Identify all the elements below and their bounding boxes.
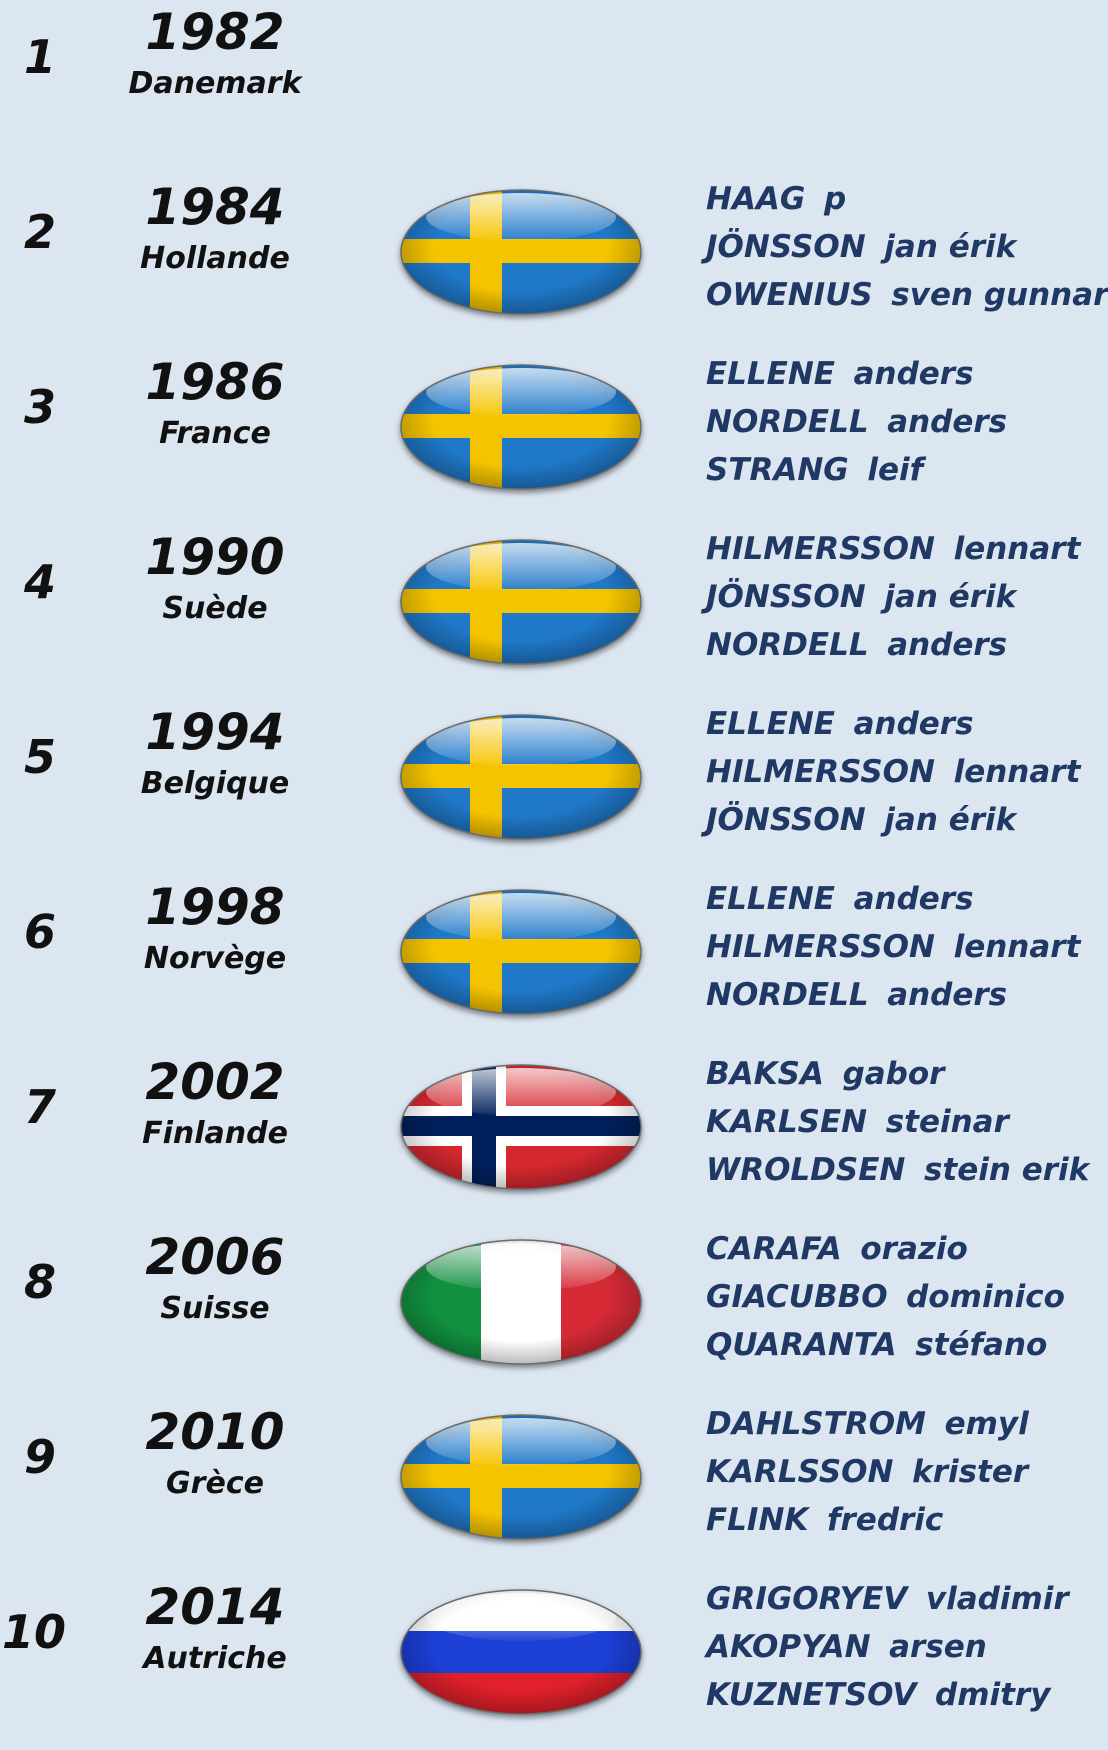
result-row (0, 350, 1086, 525)
sweden-flag-icon (400, 539, 642, 665)
player-last-name: FLINK (706, 1502, 809, 1538)
rank-number: 5 (23, 730, 56, 784)
team-players (706, 525, 1086, 669)
player-name (706, 1671, 1086, 1719)
player-name (706, 398, 1086, 446)
team-players (706, 1225, 1086, 1369)
player-first-name: vladimir (925, 1581, 1069, 1617)
team-players (706, 1400, 1086, 1544)
rank-number: 2 (23, 205, 56, 259)
player-first-name: dominico (906, 1279, 1065, 1315)
year-label: 1990 (145, 528, 285, 586)
host-country-label: Suède (162, 591, 268, 626)
player-first-name: stéfano (915, 1327, 1048, 1363)
team-players (706, 1050, 1090, 1194)
player-first-name: orazio (860, 1231, 968, 1267)
player-name (706, 573, 1086, 621)
rank-number: 8 (23, 1255, 56, 1309)
player-last-name: HAAG (706, 181, 806, 217)
sweden-flag-icon (400, 189, 642, 315)
result-row (0, 1575, 1086, 1750)
host-country-label: Norvège (143, 941, 287, 976)
player-first-name: leif (867, 452, 924, 488)
player-name (706, 446, 1086, 494)
host-country-label: Danemark (128, 66, 302, 101)
year-label: 1986 (145, 353, 285, 411)
host-country-label: Belgique (140, 766, 290, 801)
rank-number: 3 (23, 380, 56, 434)
team-players (706, 175, 1108, 319)
host-country-label: Finlande (142, 1116, 288, 1151)
player-last-name: NORDELL (706, 627, 869, 663)
host-country-label: Suisse (160, 1291, 270, 1326)
player-name (706, 175, 1086, 223)
player-name (706, 1575, 1086, 1623)
player-last-name: ELLENE (706, 881, 835, 917)
sweden-flag-icon (400, 364, 642, 490)
player-last-name: JÖNSSON (706, 579, 866, 615)
rank-number: 10 (1, 1605, 66, 1659)
player-last-name: STRANG (706, 452, 849, 488)
player-name (706, 1623, 1086, 1671)
player-last-name: WROLDSEN (706, 1152, 906, 1188)
player-first-name: stein erik (923, 1152, 1090, 1188)
player-first-name: fredric (827, 1502, 944, 1538)
player-last-name: DAHLSTROM (706, 1406, 926, 1442)
player-name (706, 1273, 1086, 1321)
player-last-name: ELLENE (706, 356, 835, 392)
result-row (0, 175, 1108, 350)
host-country-label: France (159, 416, 271, 451)
player-name (706, 700, 1086, 748)
player-name (706, 1098, 1086, 1146)
player-last-name: HILMERSSON (706, 754, 935, 790)
player-name (706, 971, 1086, 1019)
team-players (706, 700, 1086, 844)
player-last-name: HILMERSSON (706, 929, 935, 965)
player-name (706, 1225, 1086, 1273)
rank-number: 4 (23, 555, 56, 609)
year-label: 1982 (145, 3, 285, 61)
player-first-name: p (823, 181, 847, 217)
player-last-name: CARAFA (706, 1231, 842, 1267)
player-last-name: KARLSEN (706, 1104, 868, 1140)
host-country-label: Autriche (143, 1641, 287, 1676)
player-name (706, 875, 1086, 923)
player-name (706, 1448, 1086, 1496)
year-label: 1984 (145, 178, 285, 236)
player-last-name: KARLSSON (706, 1454, 894, 1490)
rank-number: 9 (23, 1430, 56, 1484)
player-name (706, 350, 1086, 398)
player-first-name: arsen (889, 1629, 987, 1665)
rank-number: 1 (23, 30, 56, 84)
player-first-name: gabor (842, 1056, 945, 1092)
player-last-name: GIACUBBO (706, 1279, 888, 1315)
result-row (0, 1050, 1090, 1225)
player-first-name: jan érik (884, 802, 1017, 838)
player-name (706, 271, 1108, 319)
year-label: 2014 (145, 1578, 285, 1636)
player-first-name: lennart (953, 754, 1081, 790)
russia-flag-icon (400, 1589, 642, 1715)
italy-flag-icon (400, 1239, 642, 1365)
rank-number: 7 (23, 1080, 56, 1134)
team-players (706, 875, 1086, 1019)
player-last-name: KUZNETSOV (706, 1677, 917, 1713)
sweden-flag-icon (400, 714, 642, 840)
player-name (706, 796, 1086, 844)
result-row (0, 1225, 1086, 1400)
year-label: 2010 (145, 1403, 285, 1461)
player-last-name: BAKSA (706, 1056, 824, 1092)
player-first-name: dmitry (935, 1677, 1051, 1713)
team-players (706, 350, 1086, 494)
sweden-flag-icon (400, 889, 642, 1015)
player-first-name: anders (853, 881, 974, 917)
player-first-name: anders (853, 356, 974, 392)
host-country-label: Hollande (140, 241, 290, 276)
player-last-name: AKOPYAN (706, 1629, 871, 1665)
result-row (0, 0, 1086, 175)
player-name (706, 1321, 1086, 1369)
player-first-name: anders (887, 627, 1008, 663)
host-country-label: Grèce (166, 1466, 264, 1501)
player-name (706, 525, 1086, 573)
result-row (0, 1400, 1086, 1575)
team-players (706, 1575, 1086, 1719)
year-label: 2006 (145, 1228, 285, 1286)
player-first-name: anders (887, 977, 1008, 1013)
player-last-name: NORDELL (706, 977, 869, 1013)
player-last-name: HILMERSSON (706, 531, 935, 567)
player-last-name: NORDELL (706, 404, 869, 440)
player-name (706, 923, 1086, 971)
year-label: 2002 (145, 1053, 285, 1111)
player-first-name: lennart (953, 929, 1081, 965)
rank-number: 6 (23, 905, 56, 959)
player-last-name: JÖNSSON (706, 229, 866, 265)
player-first-name: jan érik (884, 229, 1017, 265)
player-last-name: GRIGORYEV (706, 1581, 908, 1617)
player-name (706, 1146, 1090, 1194)
player-first-name: anders (853, 706, 974, 742)
player-first-name: krister (912, 1454, 1029, 1490)
player-name (706, 1400, 1086, 1448)
player-first-name: jan érik (884, 579, 1017, 615)
player-first-name: sven gunnar (891, 277, 1108, 313)
player-first-name: anders (887, 404, 1008, 440)
result-row (0, 875, 1086, 1050)
player-last-name: QUARANTA (706, 1327, 897, 1363)
year-label: 1994 (145, 703, 285, 761)
sweden-flag-icon (400, 1414, 642, 1540)
player-last-name: JÖNSSON (706, 802, 866, 838)
player-last-name: ELLENE (706, 706, 835, 742)
norway-flag-icon (400, 1064, 642, 1190)
player-name (706, 1496, 1086, 1544)
player-name (706, 1050, 1086, 1098)
player-name (706, 748, 1086, 796)
player-first-name: steinar (885, 1104, 1009, 1140)
player-last-name: OWENIUS (706, 277, 873, 313)
result-row (0, 700, 1086, 875)
year-label: 1998 (145, 878, 285, 936)
player-first-name: lennart (953, 531, 1081, 567)
player-first-name: emyl (944, 1406, 1029, 1442)
player-name (706, 621, 1086, 669)
player-name (706, 223, 1086, 271)
result-row (0, 525, 1086, 700)
